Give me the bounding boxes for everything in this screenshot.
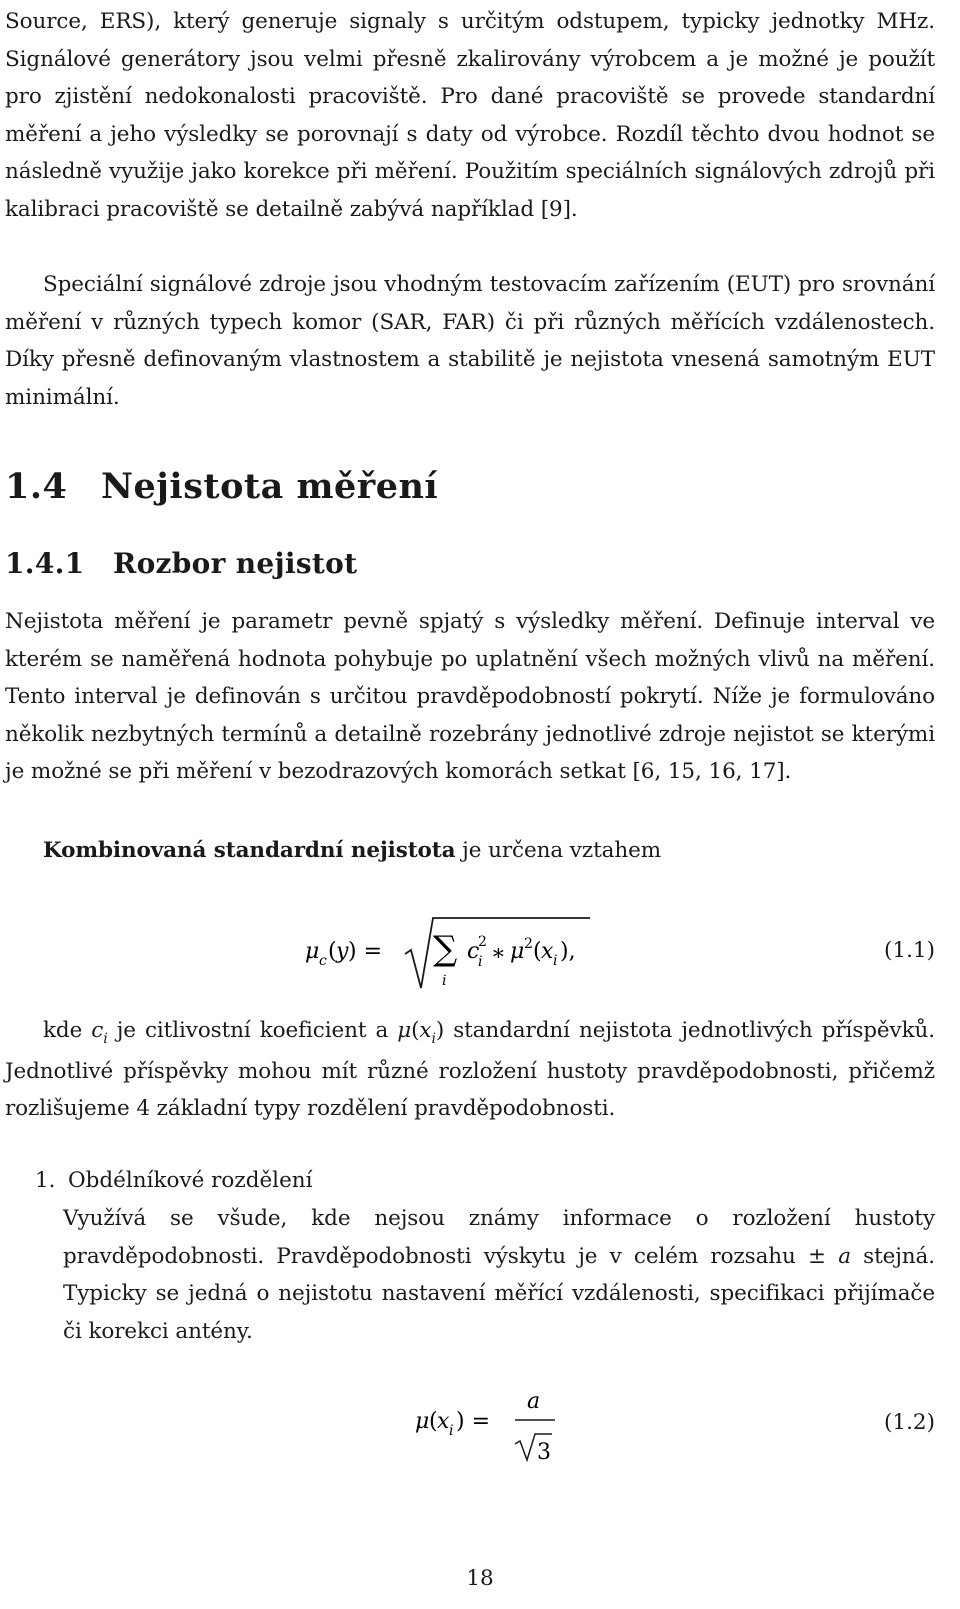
math-a: a	[838, 1243, 851, 1269]
svg-text:(: (	[429, 1409, 438, 1434]
svg-text:i: i	[478, 954, 483, 970]
svg-text:μ: μ	[305, 939, 320, 964]
subsection-number: 1.4.1	[5, 547, 85, 580]
paragraph-combined	[5, 832, 935, 870]
combined-uncertainty-rest: je určena vztahem	[455, 838, 661, 863]
svg-text:i: i	[553, 953, 558, 969]
subsection-heading	[5, 547, 357, 580]
svg-text:x: x	[541, 939, 554, 964]
svg-text:) =: ) =	[456, 1409, 491, 1434]
svg-text:c: c	[467, 939, 480, 964]
svg-text:) =: ) =	[348, 939, 383, 964]
equation-1-1	[5, 910, 935, 1000]
svg-text:∗: ∗	[491, 941, 506, 966]
svg-text:2: 2	[524, 936, 533, 952]
svg-text:c: c	[319, 953, 327, 969]
svg-text:(: (	[533, 939, 542, 964]
svg-text:(: (	[328, 939, 337, 964]
kde-text-2: je citlivostní koeficient a	[107, 1018, 398, 1043]
paragraph-signal-sources: Source, ERS), který generuje signaly s určitým odstupem, typicky jednotky MHz. Signálové generátory jsou velmi přesně zkalirovány výrobcem a je možné je použít pro zjistění nedokonalosti pracoviště. Pro dané pracoviště se provede standardní měření a jeho výsledky se porovnají s daty od výrobce. Rozdíl těchto dvou hodnot se následně využije jako korekce při měření. Použitím speciálních signálových zdrojů při kalibraci pracoviště se detailně zabývá například [9].	[5, 9, 935, 222]
svg-text:a: a	[527, 1389, 541, 1414]
list-body	[63, 1200, 935, 1350]
svg-text:3: 3	[537, 1440, 551, 1465]
svg-text:μ: μ	[415, 1409, 430, 1434]
paragraph-uncertainty: Nejistota měření je parametr pevně spjatý s výsledky měření. Definuje interval ve kterém se naměřená hodnota pohybuje po uplatnění všech možných vlivů na měření. Tento interval je definován s určitou pravděpodobností pokrytí. Níže je formulováno několik nezbytných termínů a detailně rozebrány jednotlivé zdroje nejistot se kterými je možné se při měření v bezodrazových komorách setkat [6, 15, 16, 17].	[5, 609, 935, 785]
paragraph-eut: Speciální signálové zdroje jsou vhodným testovacím zařízením (EUT) pro srovnání měření v různých typech komor (SAR, FAR) či při různých měřících vzdálenostech. Díky přesně definovaným vlastnostem a stabilitě je nejistota vnesená samotným EUT minimální.	[5, 272, 935, 410]
svg-text:y: y	[336, 939, 349, 964]
math-ci: $c_i$	[91, 1018, 108, 1047]
equation-1-2	[5, 1368, 935, 1468]
svg-text:i: i	[449, 1423, 454, 1439]
svg-text:μ: μ	[510, 939, 525, 964]
equation-number: (1.1)	[884, 938, 935, 963]
page-number: 18	[466, 1566, 494, 1591]
combined-uncertainty-term: Kombinovaná standardní nejistota	[43, 838, 456, 863]
equation-1-2-formula	[410, 1368, 610, 1468]
section-heading	[5, 466, 438, 507]
kde-text-3: standardní nejistota jednotlivých příspěvků. Jednotlivé příspěvky mohou mít různé rozložení hustoty pravděpodobnosti, přičemž rozlišujeme 4 základní typy rozdělení pravděpodobnosti.	[5, 1018, 935, 1122]
svg-text:∑: ∑	[433, 929, 458, 969]
list-body-part-2: stejná. Typicky se jedná o nejistotu nastavení měřící vzdálenosti, specifikaci přijímače či korekci antény.	[63, 1243, 935, 1344]
list-item	[5, 1162, 935, 1200]
list-number: 1.	[35, 1168, 56, 1193]
svg-text:2: 2	[478, 934, 487, 950]
section-title: Nejistota měření	[101, 466, 439, 507]
list-title: Obdélníkové rozdělení	[68, 1168, 313, 1193]
subsection-title: Rozbor nejistot	[113, 547, 358, 580]
math-mu-xi: $\mu(x_i)$	[397, 1018, 445, 1047]
svg-text:),: ),	[560, 939, 576, 964]
kde-text-1: kde	[43, 1018, 92, 1043]
section-number: 1.4	[5, 466, 68, 507]
list-body-part-1: Využívá se všude, kde nejsou známy informace o rozložení hustoty pravděpodobnosti. Pravděpodobnosti výskytu je v celém rozsahu ±	[63, 1206, 935, 1269]
svg-text:i: i	[442, 973, 447, 989]
equation-number: (1.2)	[884, 1410, 935, 1435]
equation-1-1-formula	[305, 910, 725, 1000]
paragraph-kde	[5, 1012, 935, 1128]
svg-text:x: x	[437, 1409, 450, 1434]
